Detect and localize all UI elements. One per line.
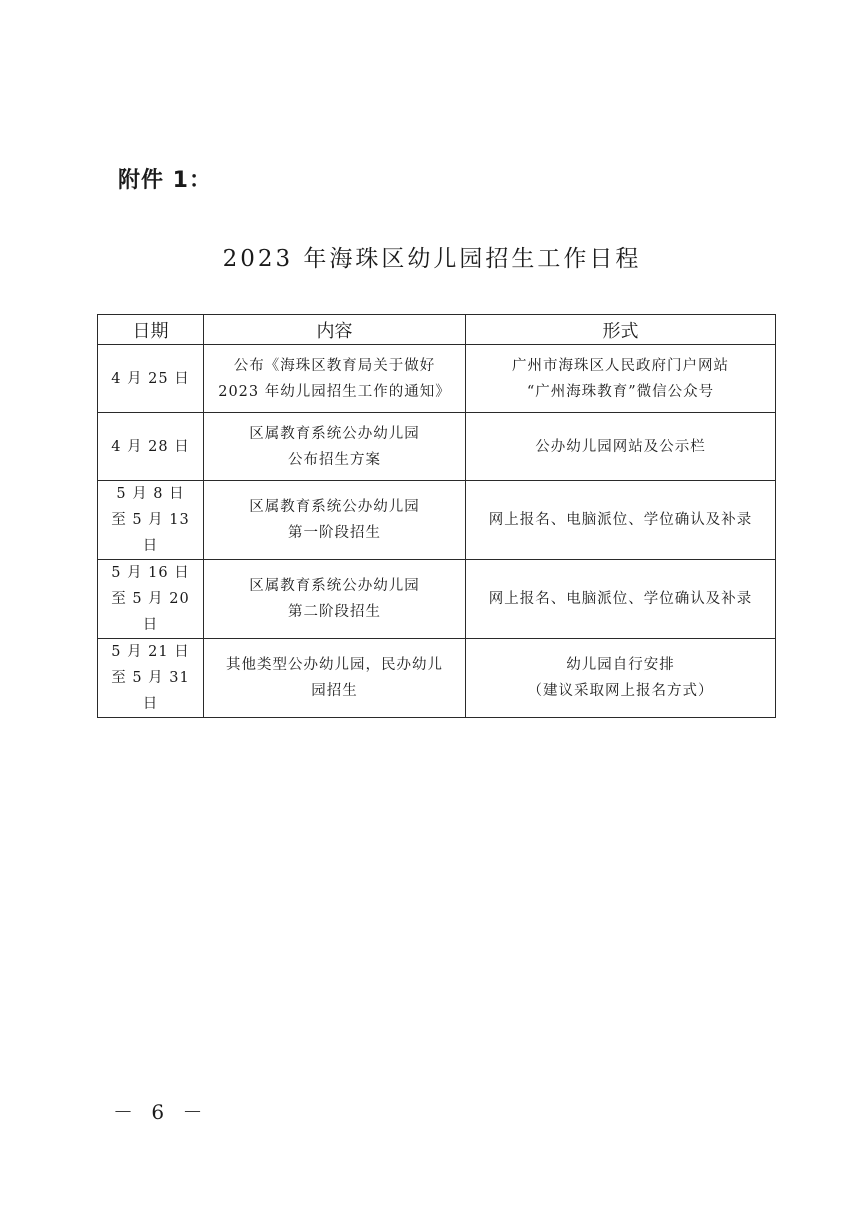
content-line: 区属教育系统公办幼儿园 — [249, 425, 420, 442]
table-header-row — [98, 315, 776, 345]
document-title: 2023 年海珠区幼儿园招生工作日程 — [222, 246, 642, 272]
form-cell — [466, 481, 776, 560]
content-line: 园招生 — [311, 683, 358, 699]
table-row — [98, 413, 776, 481]
content-line: 其他类型公办幼儿园，民办幼儿 — [226, 657, 443, 673]
content-line: 公布《海珠区教育局关于做好 — [233, 357, 436, 374]
content-line: 区属教育系统公办幼儿园 — [249, 578, 420, 594]
table-row — [98, 560, 776, 639]
form-line: 公办幼儿园网站及公示栏 — [535, 438, 706, 455]
form-cell — [466, 345, 776, 413]
table-row — [98, 345, 776, 413]
content-line: 第一阶段招生 — [288, 525, 381, 541]
form-cell — [466, 413, 776, 481]
date-cell — [98, 413, 204, 481]
content-cell — [204, 345, 466, 413]
table-row — [98, 639, 776, 718]
header-form: 形式 — [466, 315, 776, 345]
form-line: 网上报名、电脑派位、学位确认及补录 — [488, 591, 753, 607]
attachment-label: 附件 1： — [118, 168, 212, 193]
content-line: 2023 年幼儿园招生工作的通知》 — [218, 383, 451, 400]
header-content: 内容 — [204, 315, 466, 345]
content-cell — [204, 639, 466, 718]
content-cell — [204, 560, 466, 639]
form-line: “广州海珠教育”微信公众号 — [526, 383, 715, 400]
content-line: 区属教育系统公办幼儿园 — [249, 499, 420, 515]
form-line: 网上报名、电脑派位、学位确认及补录 — [488, 512, 753, 528]
form-line: 幼儿园自行安排 — [566, 657, 675, 673]
schedule-table — [97, 314, 776, 718]
date-line: 4 月 28 日 — [111, 438, 190, 455]
form-cell — [466, 560, 776, 639]
date-cell — [98, 560, 204, 639]
form-line: （建议采取网上报名方式） — [527, 683, 714, 699]
date-line: 5 月 21 日 — [111, 644, 190, 660]
date-line: 至 5 月 31 日 — [111, 670, 190, 712]
content-cell — [204, 481, 466, 560]
form-cell — [466, 639, 776, 718]
content-line: 公布招生方案 — [288, 451, 381, 468]
date-line: 至 5 月 20 日 — [111, 591, 190, 633]
content-line: 第二阶段招生 — [288, 604, 381, 620]
date-line: 4 月 25 日 — [111, 370, 190, 387]
date-cell — [98, 481, 204, 560]
date-cell — [98, 345, 204, 413]
page-number: － 6 － — [113, 1100, 209, 1124]
table-row — [98, 481, 776, 560]
header-date: 日期 — [98, 315, 204, 345]
date-line: 至 5 月 13 日 — [111, 512, 190, 554]
date-cell — [98, 639, 204, 718]
date-line: 5 月 16 日 — [111, 565, 190, 581]
date-line: 5 月 8 日 — [116, 486, 185, 502]
content-cell — [204, 413, 466, 481]
form-line: 广州市海珠区人民政府门户网站 — [512, 357, 729, 374]
